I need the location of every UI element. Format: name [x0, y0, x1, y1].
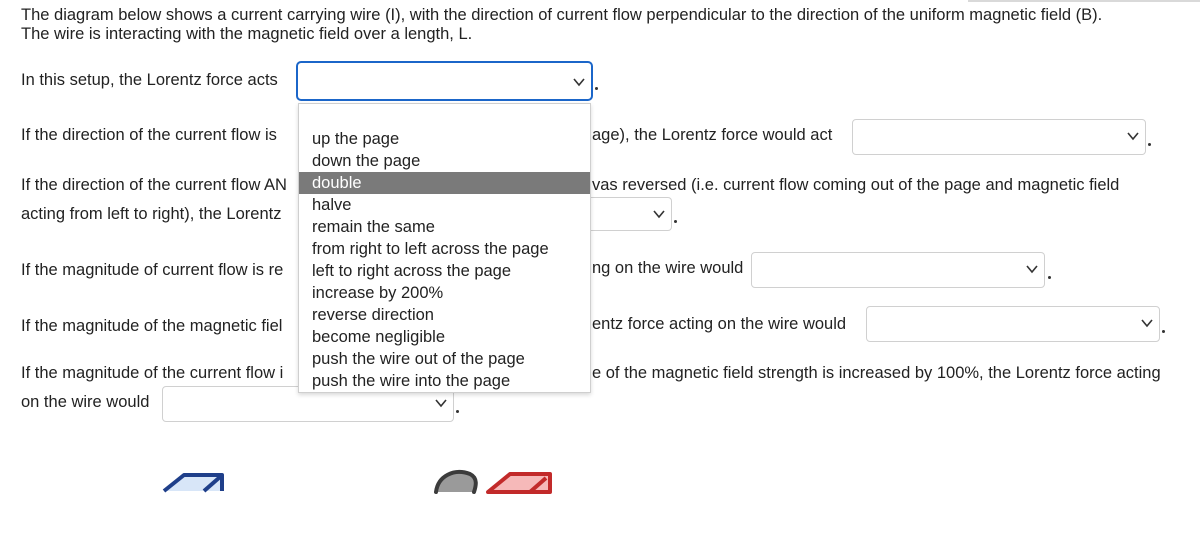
- dropdown-option[interactable]: push the wire into the page: [312, 372, 511, 390]
- q1-text: In this setup, the Lorentz force acts: [21, 71, 278, 89]
- chevron-down-icon: [1026, 264, 1038, 274]
- q4-select[interactable]: [751, 252, 1045, 288]
- q1-select[interactable]: [296, 61, 593, 101]
- top-divider: [968, 0, 1200, 2]
- dropdown-option[interactable]: become negligible: [312, 328, 446, 346]
- q1-dropdown-list[interactable]: [298, 103, 591, 393]
- dropdown-option[interactable]: up the page: [312, 130, 400, 148]
- intro-line-1: The diagram below shows a current carrying wire (I), with the direction of current flow perpendicular to the direction of the uniform magnetic field (B).: [21, 6, 1103, 24]
- q5-left-text: If the magnitude of the magnetic fiel: [21, 317, 283, 335]
- q3-select[interactable]: [578, 197, 672, 231]
- q2-left-text: If the direction of the current flow is: [21, 126, 277, 144]
- dropdown-option[interactable]: halve: [312, 196, 352, 214]
- dropdown-option[interactable]: from right to left across the page: [312, 240, 549, 258]
- q1-period: [595, 87, 598, 90]
- chevron-down-icon: [1141, 318, 1153, 328]
- chevron-down-icon: [573, 77, 585, 87]
- q6-period: [456, 410, 459, 413]
- q4-left-text: If the magnitude of current flow is re: [21, 261, 284, 279]
- q3-right-text: vas reversed (i.e. current flow coming out of the page and magnetic field: [592, 176, 1120, 194]
- chevron-down-icon: [653, 209, 665, 219]
- dropdown-option[interactable]: push the wire out of the page: [312, 350, 525, 368]
- q4-right-text: ng on the wire would: [592, 259, 744, 277]
- chevron-down-icon: [435, 398, 447, 408]
- q5-right-text: entz force acting on the wire would: [592, 315, 847, 333]
- dropdown-option[interactable]: remain the same: [312, 218, 435, 236]
- dropdown-option[interactable]: left to right across the page: [312, 262, 512, 280]
- q3-period: [674, 220, 677, 223]
- intro-line-2: The wire is interacting with the magnetic field over a length, L.: [21, 25, 473, 43]
- q3-left-text: If the direction of the current flow AN: [21, 176, 287, 194]
- dropdown-option[interactable]: reverse direction: [312, 306, 434, 324]
- dropdown-option-highlighted[interactable]: double: [299, 172, 590, 194]
- q2-select[interactable]: [852, 119, 1146, 155]
- dropdown-option[interactable]: increase by 200%: [312, 284, 444, 302]
- magnetic-field-plane-figure: [160, 465, 232, 495]
- q5-select[interactable]: [866, 306, 1160, 342]
- wire-and-field-figure: [430, 462, 555, 494]
- q3-left-text-2: acting from left to right), the Lorentz: [21, 205, 282, 223]
- q2-right-text: age), the Lorentz force would act: [592, 126, 833, 144]
- q2-period: [1148, 143, 1151, 146]
- chevron-down-icon: [1127, 131, 1139, 141]
- dropdown-option[interactable]: down the page: [312, 152, 421, 170]
- q5-period: [1162, 330, 1165, 333]
- q6-left-text: If the magnitude of the current flow i: [21, 364, 284, 382]
- q6-left-text-2: on the wire would: [21, 393, 150, 411]
- q4-period: [1048, 276, 1051, 279]
- q6-right-text: e of the magnetic field strength is increased by 100%, the Lorentz force acting: [592, 364, 1161, 382]
